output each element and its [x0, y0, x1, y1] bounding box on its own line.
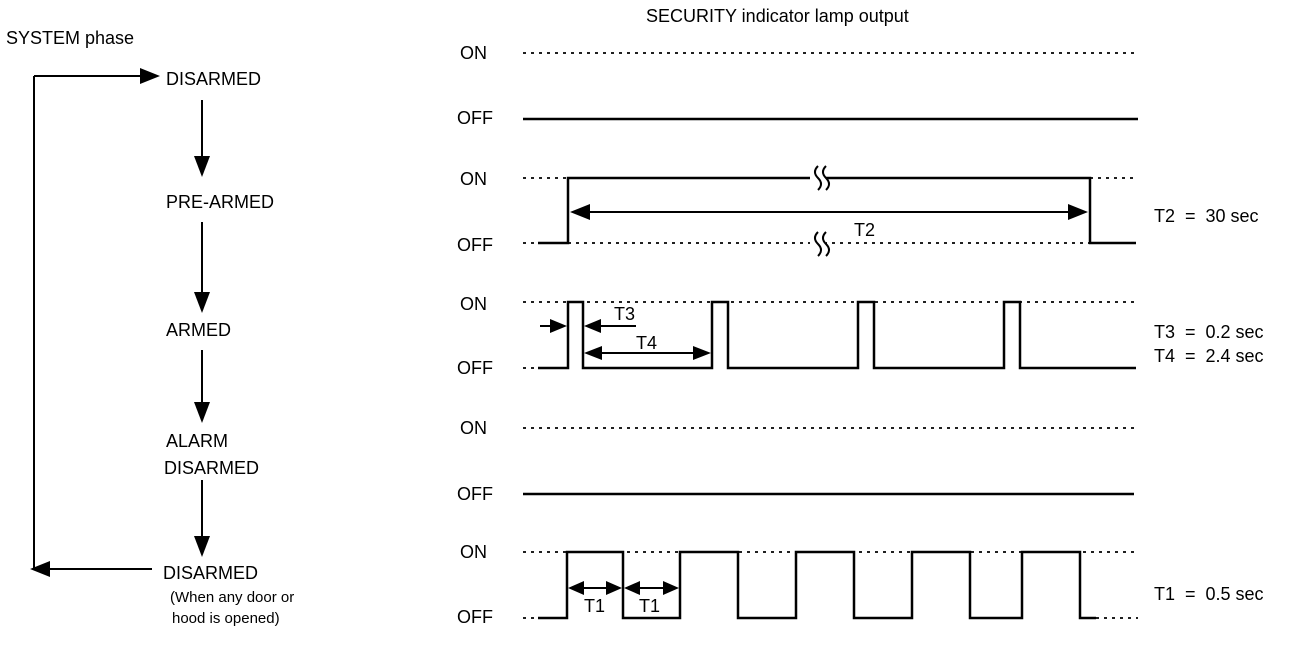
phase-disarmed-note-line2: hood is opened) — [172, 610, 280, 627]
alarm-disarmed-off-label: OFF — [457, 484, 493, 504]
phase-alarm-disarmed-line1: ALARM — [166, 431, 229, 451]
t1-label: T1 — [584, 596, 606, 616]
disarmed-off-label: OFF — [457, 108, 493, 128]
t1-label: T1 — [639, 596, 661, 616]
disarmed-opened-on-label: ON — [460, 542, 487, 562]
pre-armed-off-label: OFF — [457, 235, 493, 255]
waveform-disarmed — [523, 53, 1138, 119]
armed-off-label: OFF — [457, 358, 493, 378]
level-labels — [457, 43, 493, 627]
t1-dimension-arrow — [568, 581, 622, 595]
alarm-disarmed-on-label: ON — [460, 418, 487, 438]
down-arrow-icon — [194, 100, 210, 177]
down-arrow-icon — [194, 350, 210, 423]
armed-on-label: ON — [460, 294, 487, 314]
timing-values — [1154, 206, 1264, 604]
waveform-armed — [523, 302, 1138, 368]
break-mark-icon — [810, 232, 829, 256]
waveform-disarmed-opened — [523, 552, 1138, 618]
t4-label: T4 — [636, 333, 658, 353]
phase-disarmed-final: DISARMED — [163, 563, 259, 583]
pre-armed-on-label: ON — [460, 169, 487, 189]
t2-dimension-arrow — [570, 204, 1088, 220]
waveform-alarm-disarmed — [523, 428, 1134, 494]
disarmed-on-label: ON — [460, 43, 487, 63]
t1-dimension-arrow — [624, 581, 679, 595]
break-mark-icon — [810, 166, 829, 190]
phase-alarm-disarmed-line2: DISARMED — [164, 458, 260, 478]
t2-label: T2 — [854, 220, 876, 240]
t1-value: T1 = 0.5 sec — [1154, 584, 1264, 604]
down-arrow-icon — [194, 222, 210, 313]
t3-label: T3 — [614, 304, 636, 324]
phase-pre-armed: PRE-ARMED — [166, 192, 275, 212]
phase-armed: ARMED — [166, 320, 232, 340]
lamp-output-heading: SECURITY indicator lamp output — [646, 6, 909, 26]
system-phase-heading: SYSTEM phase — [6, 28, 135, 48]
phase-disarmed: DISARMED — [166, 69, 262, 89]
disarmed-opened-off-label: OFF — [457, 607, 493, 627]
phase-flow — [30, 68, 294, 627]
return-loop-arrow-icon — [30, 68, 160, 577]
waveform-pre-armed — [523, 166, 1138, 256]
down-arrow-icon — [194, 480, 210, 557]
t3-value: T3 = 0.2 sec — [1154, 322, 1264, 342]
phase-disarmed-note-line1: (When any door or — [170, 589, 295, 606]
t4-value: T4 = 2.4 sec — [1154, 346, 1264, 366]
t2-value: T2 = 30 sec — [1154, 206, 1259, 226]
